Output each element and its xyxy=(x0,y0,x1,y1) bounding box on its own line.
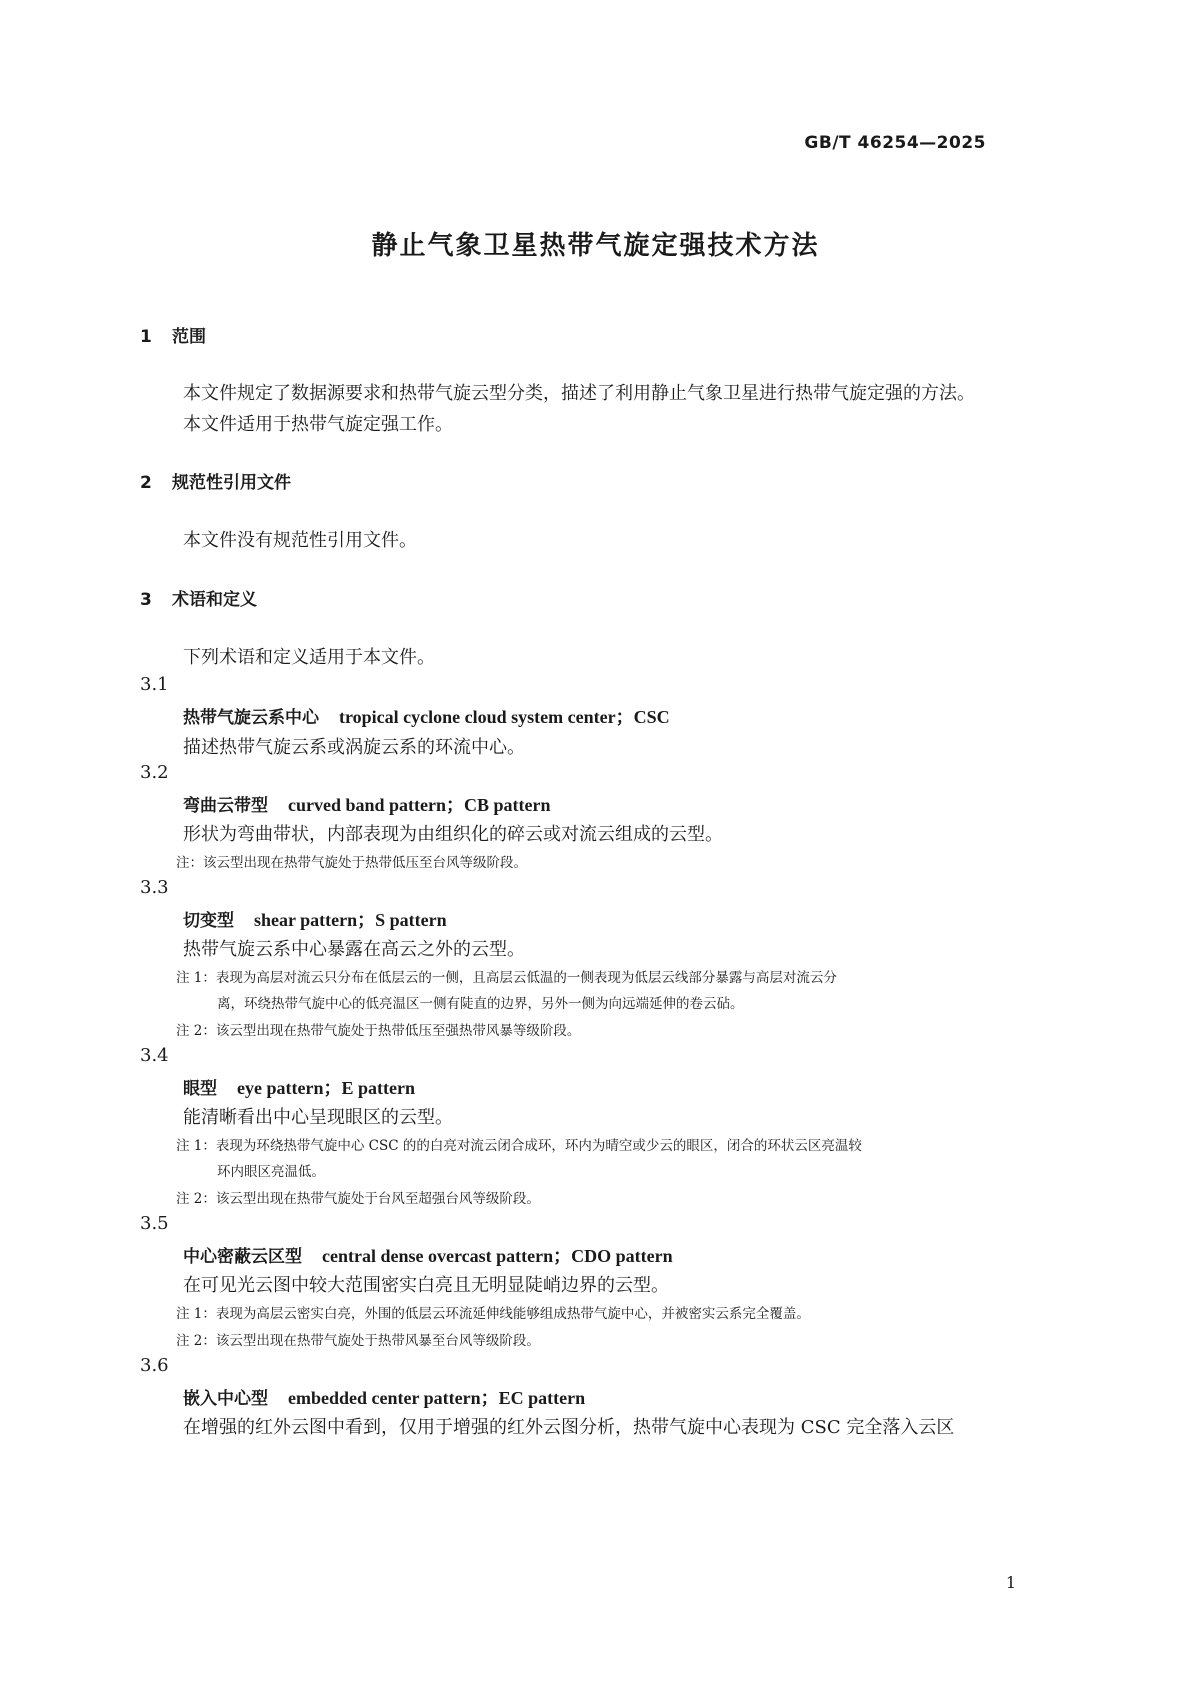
section-heading-2 xyxy=(140,468,291,493)
term-heading xyxy=(183,1242,673,1268)
term-cn: 嵌入中心型 xyxy=(183,1389,268,1409)
document-title: 静止气象卫星热带气旋定强技术方法 xyxy=(371,231,820,261)
term-heading xyxy=(183,791,551,817)
term-number: 3.2 xyxy=(140,762,169,783)
section-title: 范围 xyxy=(172,327,206,347)
term-en: tropical cyclone cloud system center；CSC xyxy=(339,707,670,727)
term-en: shear pattern；S pattern xyxy=(254,910,447,930)
section-title: 术语和定义 xyxy=(172,590,257,610)
term-note-1-continuation: 环内眼区亮温低。 xyxy=(217,1164,325,1180)
term-definition: 热带气旋云系中心暴露在高云之外的云型。 xyxy=(183,939,525,960)
section-number: 3 xyxy=(140,590,152,610)
term-en: embedded center pattern；EC pattern xyxy=(288,1388,586,1408)
section-heading-3 xyxy=(140,585,257,610)
scope-paragraph-1: 本文件规定了数据源要求和热带气旋云型分类，描述了利用静止气象卫星进行热带气旋定强的方法。 xyxy=(183,383,975,404)
term-cn: 切变型 xyxy=(183,911,234,931)
term-cn: 弯曲云带型 xyxy=(183,796,268,816)
term-number: 3.5 xyxy=(140,1213,169,1234)
term-number: 3.1 xyxy=(140,674,169,695)
normative-refs-paragraph: 本文件没有规范性引用文件。 xyxy=(183,530,417,551)
section-heading-1 xyxy=(140,322,206,347)
term-number: 3.4 xyxy=(140,1045,169,1066)
term-note: 注：该云型出现在热带气旋处于热带低压至台风等级阶段。 xyxy=(176,855,527,871)
term-definition: 在可见光云图中较大范围密实白亮且无明显陡峭边界的云型。 xyxy=(183,1275,669,1296)
term-number: 3.3 xyxy=(140,877,169,898)
terms-intro: 下列术语和定义适用于本文件。 xyxy=(183,647,435,668)
term-note-2: 注 2：该云型出现在热带气旋处于热带低压至强热带风暴等级阶段。 xyxy=(176,1023,581,1039)
term-note-2: 注 2：该云型出现在热带气旋处于台风至超强台风等级阶段。 xyxy=(176,1191,540,1207)
scope-paragraph-2: 本文件适用于热带气旋定强工作。 xyxy=(183,414,453,435)
term-note-1: 注 1：表现为高层对流云只分布在低层云的一侧，且高层云低温的一侧表现为低层云线部分暴露与高层对流云分 xyxy=(176,970,837,986)
term-en: eye pattern；E pattern xyxy=(237,1078,415,1098)
term-note-1-continuation: 离，环绕热带气旋中心的低亮温区一侧有陡直的边界，另外一侧为向远端延伸的卷云砧。 xyxy=(217,996,744,1012)
term-heading xyxy=(183,703,670,729)
term-heading xyxy=(183,1074,415,1100)
term-cn: 热带气旋云系中心 xyxy=(183,708,319,728)
term-number: 3.6 xyxy=(140,1355,169,1376)
term-definition: 在增强的红外云图中看到，仅用于增强的红外云图分析，热带气旋中心表现为 CSC 完全落入云区 xyxy=(183,1417,955,1438)
term-definition: 描述热带气旋云系或涡旋云系的环流中心。 xyxy=(183,737,525,758)
term-note-1: 注 1：表现为高层云密实白亮，外围的低层云环流延伸线能够组成热带气旋中心，并被密实云系完全覆盖。 xyxy=(176,1306,810,1322)
section-number: 2 xyxy=(140,473,152,493)
term-en: central dense overcast pattern；CDO pattern xyxy=(322,1246,673,1266)
term-heading xyxy=(183,1384,585,1410)
term-note-1: 注 1：表现为环绕热带气旋中心 CSC 的的白亮对流云闭合成环，环内为晴空或少云的眼区，闭合的环状云区亮温较 xyxy=(176,1138,862,1154)
term-cn: 眼型 xyxy=(183,1079,217,1099)
standard-number: GB/T 46254—2025 xyxy=(804,133,986,153)
term-note-2: 注 2：该云型出现在热带气旋处于热带风暴至台风等级阶段。 xyxy=(176,1333,540,1349)
term-definition: 形状为弯曲带状，内部表现为由组织化的碎云或对流云组成的云型。 xyxy=(183,824,723,845)
term-en: curved band pattern；CB pattern xyxy=(288,795,551,815)
term-heading xyxy=(183,906,447,932)
page-number: 1 xyxy=(1005,1573,1016,1592)
section-number: 1 xyxy=(140,327,152,347)
term-cn: 中心密蔽云区型 xyxy=(183,1247,302,1267)
section-title: 规范性引用文件 xyxy=(172,473,291,493)
term-definition: 能清晰看出中心呈现眼区的云型。 xyxy=(183,1107,453,1128)
